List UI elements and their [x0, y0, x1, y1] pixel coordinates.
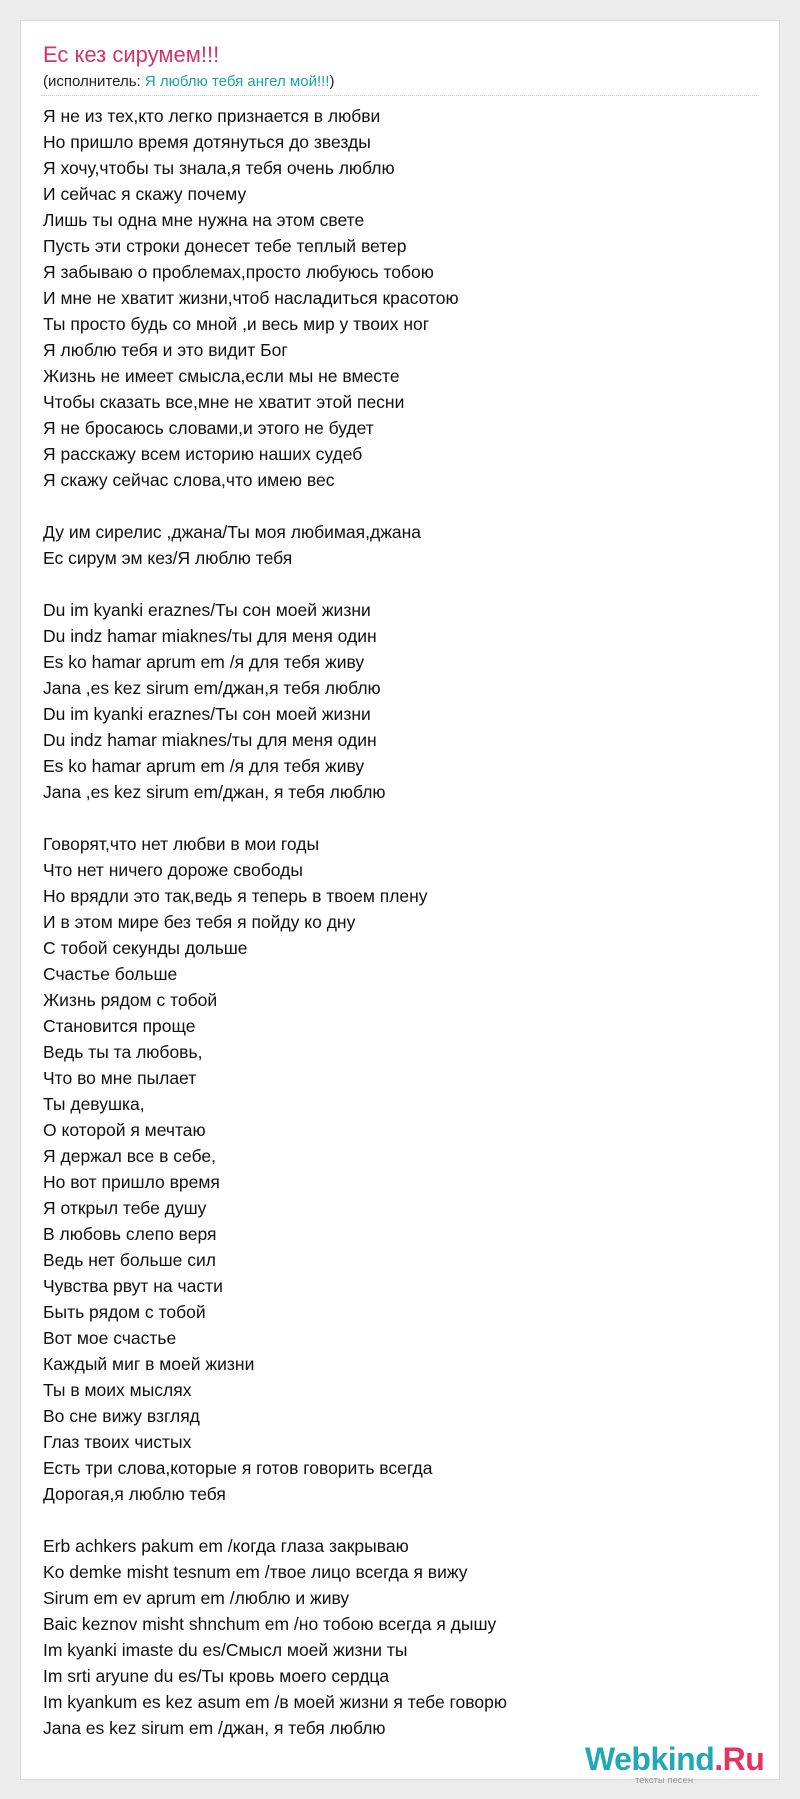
lyric-line: Чтобы сказать все,мне не хватит этой песни	[43, 392, 405, 412]
lyric-line: Жизнь не имеет смысла,если мы не вместе	[43, 366, 400, 386]
lyric-line: Im kyankum es kez asum em /в моей жизни я тебе говорю	[43, 1692, 507, 1712]
lyric-line: Jana ,es kez sirum em/джан, я тебя люблю	[43, 782, 386, 802]
lyric-line: Дорогая,я люблю тебя	[43, 1484, 226, 1504]
lyric-line: И в этом мире без тебя я пойду ко дну	[43, 912, 356, 932]
lyric-line: Но пришло время дотянуться до звезды	[43, 132, 371, 152]
lyric-line: Становится проще	[43, 1016, 196, 1036]
lyric-line: В любовь слепо веря	[43, 1224, 217, 1244]
lyric-line: Du im kyanki eraznes/Ты сон моей жизни	[43, 704, 371, 724]
lyric-line: Es ko hamar aprum em /я для тебя живу	[43, 652, 365, 672]
logo-tagline: тексты песен	[635, 1775, 694, 1786]
lyric-line: Ведь нет больше сил	[43, 1250, 216, 1270]
lyric-line: Ты девушка,	[43, 1094, 145, 1114]
artist-line	[43, 73, 334, 91]
lyric-line: Что во мне пылает	[43, 1068, 197, 1088]
lyric-line: Быть рядом с тобой	[43, 1302, 206, 1322]
lyric-line: Я открыл тебе душу	[43, 1198, 207, 1218]
song-page	[20, 20, 780, 1786]
artist-prefix: (исполнитель:	[43, 73, 145, 90]
stanza-break	[43, 1507, 753, 1533]
lyric-line: Каждый миг в моей жизни	[43, 1354, 255, 1374]
lyric-line: Я не из тех,кто легко признается в любви	[43, 106, 381, 126]
lyric-line: Im kyanki imaste du es/Смысл моей жизни ты	[43, 1640, 408, 1660]
lyric-line: Ду им сирелис ,джана/Ты моя любимая,джана	[43, 522, 422, 542]
lyric-line: И мне не хватит жизни,чтоб насладиться красотою	[43, 288, 459, 308]
lyric-line: Но врядли это так,ведь я теперь в твоем плену	[43, 886, 428, 906]
song-title: Ес кез сирумем!!!	[43, 42, 220, 67]
logo-wordmark	[585, 1741, 764, 1777]
lyric-line: О которой я мечтаю	[43, 1120, 206, 1140]
artist-suffix: )	[329, 73, 335, 90]
lyric-line: Du indz hamar miaknes/ты для меня один	[43, 730, 377, 750]
lyric-line: Jana ,es kez sirum em/джан,я тебя люблю	[43, 678, 381, 698]
lyric-line: Ko demke misht tesnum em /твое лицо всегда я вижу	[43, 1562, 468, 1582]
lyric-line: Жизнь рядом с тобой	[43, 990, 218, 1010]
lyric-line: И сейчас я скажу почему	[43, 184, 247, 204]
lyric-line: Я держал все в себе,	[43, 1146, 217, 1166]
lyric-line: Лишь ты одна мне нужна на этом свете	[43, 210, 365, 230]
lyric-line: Глаз твоих чистых	[43, 1432, 192, 1452]
lyric-line: Что нет ничего дороже свободы	[43, 860, 303, 880]
lyric-line: Я люблю тебя и это видит Бог	[43, 340, 288, 360]
lyric-line: Baic keznov misht shnchum em /но тобою всегда я дышу	[43, 1614, 497, 1634]
lyric-line: Но вот пришло время	[43, 1172, 220, 1192]
lyric-line: Es ko hamar aprum em /я для тебя живу	[43, 756, 365, 776]
logo-suffix: .Ru	[714, 1741, 765, 1777]
lyric-line: Erb achkers pakum em /когда глаза закрываю	[43, 1536, 409, 1556]
lyric-line: Я не бросаюсь словами,и этого не будет	[43, 418, 374, 438]
lyric-line: Есть три слова,которые я готов говорить всегда	[43, 1458, 433, 1478]
artist-link[interactable]: Я люблю тебя ангел мой!!!	[144, 73, 330, 90]
lyric-line: Я хочу,чтобы ты знала,я тебя очень люблю	[43, 158, 395, 178]
stanza-break	[43, 493, 753, 519]
lyric-line: Du indz hamar miaknes/ты для меня один	[43, 626, 377, 646]
lyric-line: С тобой секунды дольше	[43, 938, 248, 958]
lyrics-body	[43, 103, 753, 1741]
lyric-line: Jana es kez sirum em /джан, я тебя люблю	[43, 1718, 386, 1738]
lyric-line: Ес сирум эм кез/Я люблю тебя	[43, 548, 293, 568]
webkind-logo[interactable]	[585, 1741, 795, 1799]
lyric-line: Во сне вижу взгляд	[43, 1406, 200, 1426]
lyric-line: Пусть эти строки донесет тебе теплый ветер	[43, 236, 407, 256]
lyric-line: Чувства рвут на части	[43, 1276, 223, 1296]
lyric-line: Вот мое счастье	[43, 1328, 177, 1348]
lyric-line: Говорят,что нет любви в мои годы	[43, 834, 320, 854]
lyric-line: Я скажу сейчас слова,что имею вес	[43, 470, 335, 490]
lyric-line: Ведь ты та любовь,	[43, 1042, 203, 1062]
lyric-line: Ты просто будь со мной ,и весь мир у твоих ног	[43, 314, 430, 334]
lyric-line: Du im kyanki eraznes/Ты сон моей жизни	[43, 600, 371, 620]
logo-name: Webkind	[585, 1741, 715, 1777]
lyric-line: Я расскажу всем историю наших судеб	[43, 444, 363, 464]
title-divider	[41, 95, 759, 96]
stanza-break	[43, 805, 753, 831]
lyric-line: Im srti aryune du es/Ты кровь моего сердца	[43, 1666, 390, 1686]
lyric-line: Sirum em ev aprum em /люблю и живу	[43, 1588, 350, 1608]
stanza-break	[43, 571, 753, 597]
lyric-line: Счастье больше	[43, 964, 178, 984]
lyric-line: Ты в моих мыслях	[43, 1380, 192, 1400]
lyric-line: Я забываю о проблемах,просто любуюсь тобою	[43, 262, 434, 282]
